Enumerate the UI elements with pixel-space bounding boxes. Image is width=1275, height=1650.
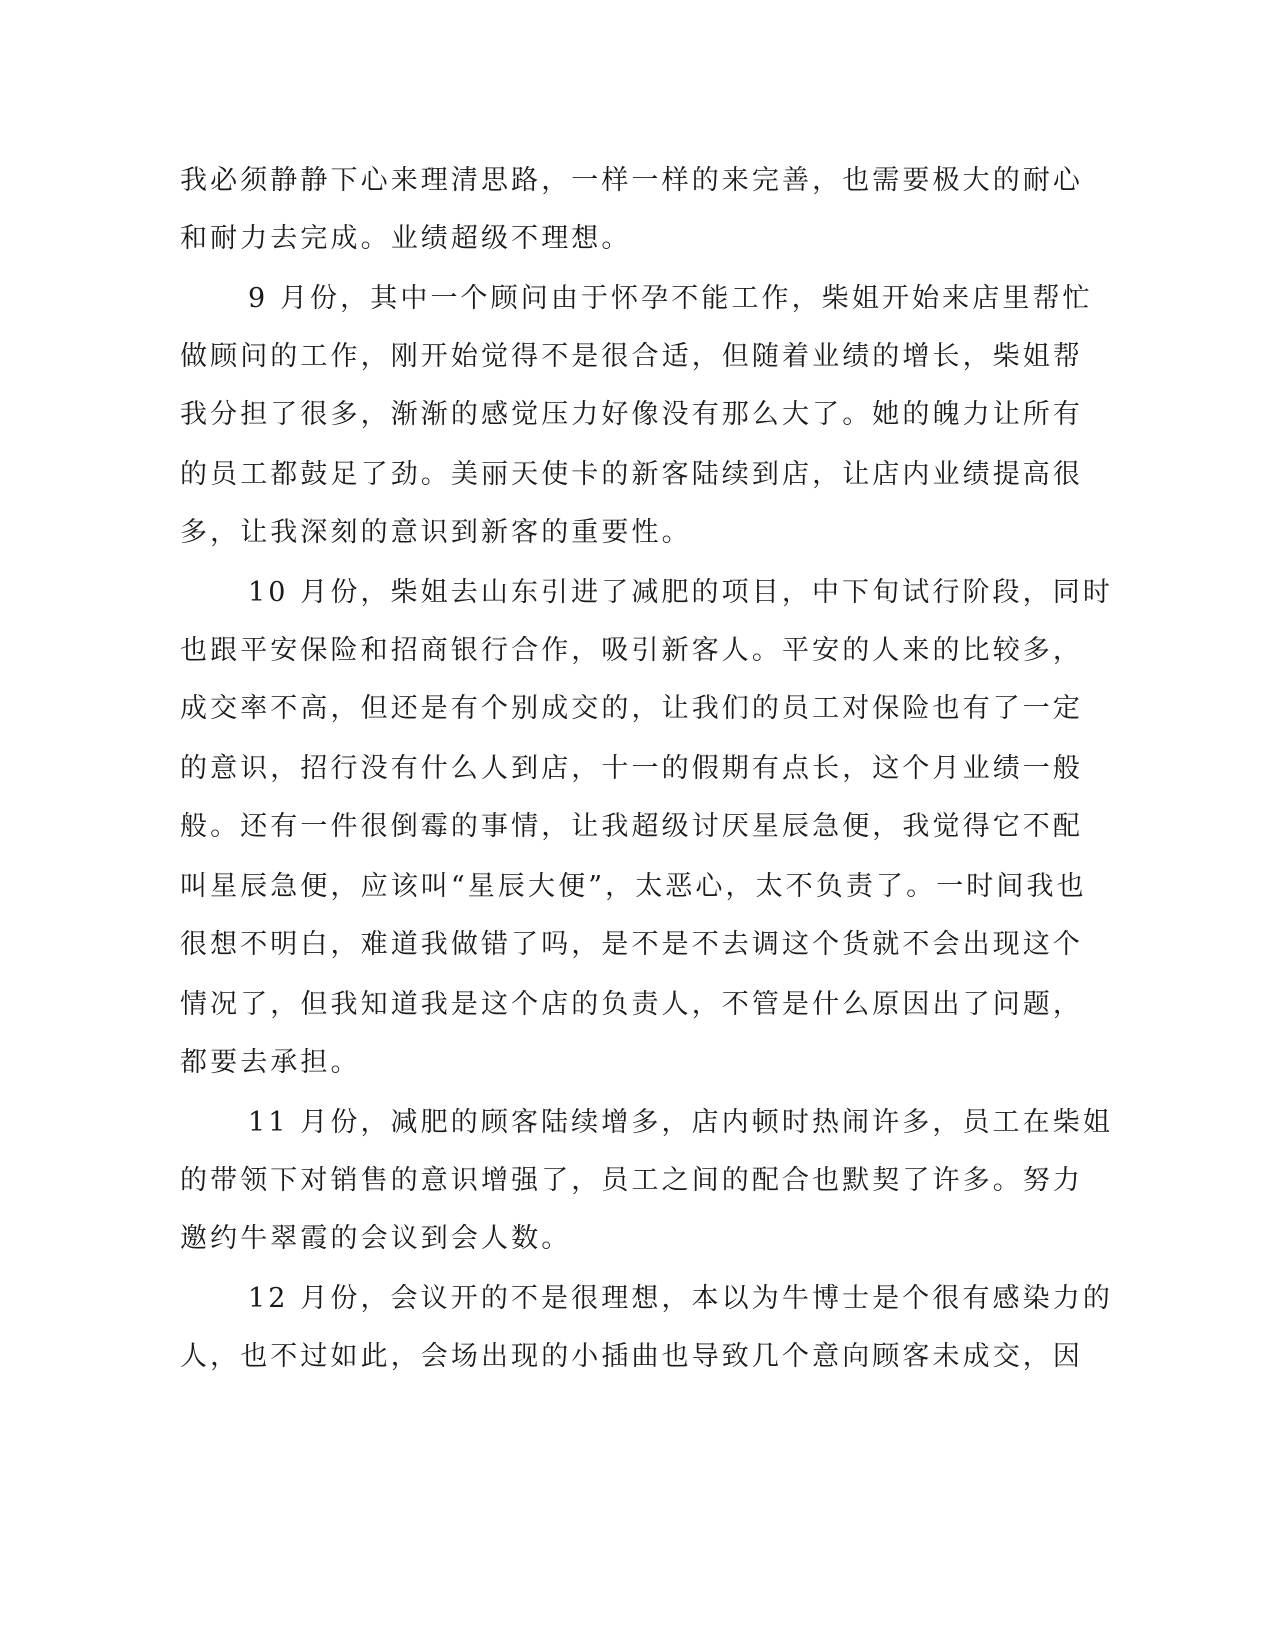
text-line: 我必须静静下心来理清思路，一样一样的来完善，也需要极大的耐心	[180, 165, 1083, 196]
text-line: 的员工都鼓足了劲。美丽天使卡的新客陆续到店，让店内业绩提高很	[180, 459, 1083, 490]
paragraph-first-line: 11 月份，减肥的顾客陆续增多，店内顿时热闹许多，员工在柴姐	[248, 1107, 1113, 1138]
text-line: 邀约牛翠霞的会议到会人数。	[180, 1223, 572, 1254]
text-line: 成交率不高，但还是有个别成交的，让我们的员工对保险也有了一定	[180, 693, 1083, 724]
text-line: 人，也不过如此，会场出现的小插曲也导致几个意向顾客未成交，因	[180, 1341, 1083, 1372]
text-line: 和耐力去完成。业绩超级不理想。	[180, 223, 632, 254]
text-line: 般。还有一件很倒霉的事情，让我超级讨厌星辰急便，我觉得它不配	[180, 811, 1083, 842]
paragraph-first-line: 12 月份，会议开的不是很理想，本以为牛博士是个很有感染力的	[248, 1283, 1113, 1314]
text-line: 的带领下对销售的意识增强了，员工之间的配合也默契了许多。努力	[180, 1165, 1083, 1196]
text-line: 也跟平安保险和招商银行合作，吸引新客人。平安的人来的比较多，	[180, 635, 1083, 666]
paragraph-first-line: 9 月份，其中一个顾问由于怀孕不能工作，柴姐开始来店里帮忙	[248, 283, 1093, 314]
text-line: 我分担了很多，渐渐的感觉压力好像没有那么大了。她的魄力让所有	[180, 399, 1083, 430]
text-line: 情况了，但我知道我是这个店的负责人，不管是什么原因出了问题，	[180, 989, 1083, 1020]
text-line: 很想不明白，难道我做错了吗，是不是不去调这个货就不会出现这个	[180, 929, 1083, 960]
text-line: 的意识，招行没有什么人到店，十一的假期有点长，这个月业绩一般	[180, 753, 1083, 784]
text-line: 叫星辰急便，应该叫“星辰大便”，太恶心，太不负责了。一时间我也	[180, 871, 1087, 902]
text-line: 多，让我深刻的意识到新客的重要性。	[180, 517, 692, 548]
text-line: 都要去承担。	[180, 1047, 361, 1078]
text-line: 做顾问的工作，刚开始觉得不是很合适，但随着业绩的增长，柴姐帮	[180, 341, 1083, 372]
paragraph-first-line: 10 月份，柴姐去山东引进了减肥的项目，中下旬试行阶段，同时	[248, 577, 1113, 608]
